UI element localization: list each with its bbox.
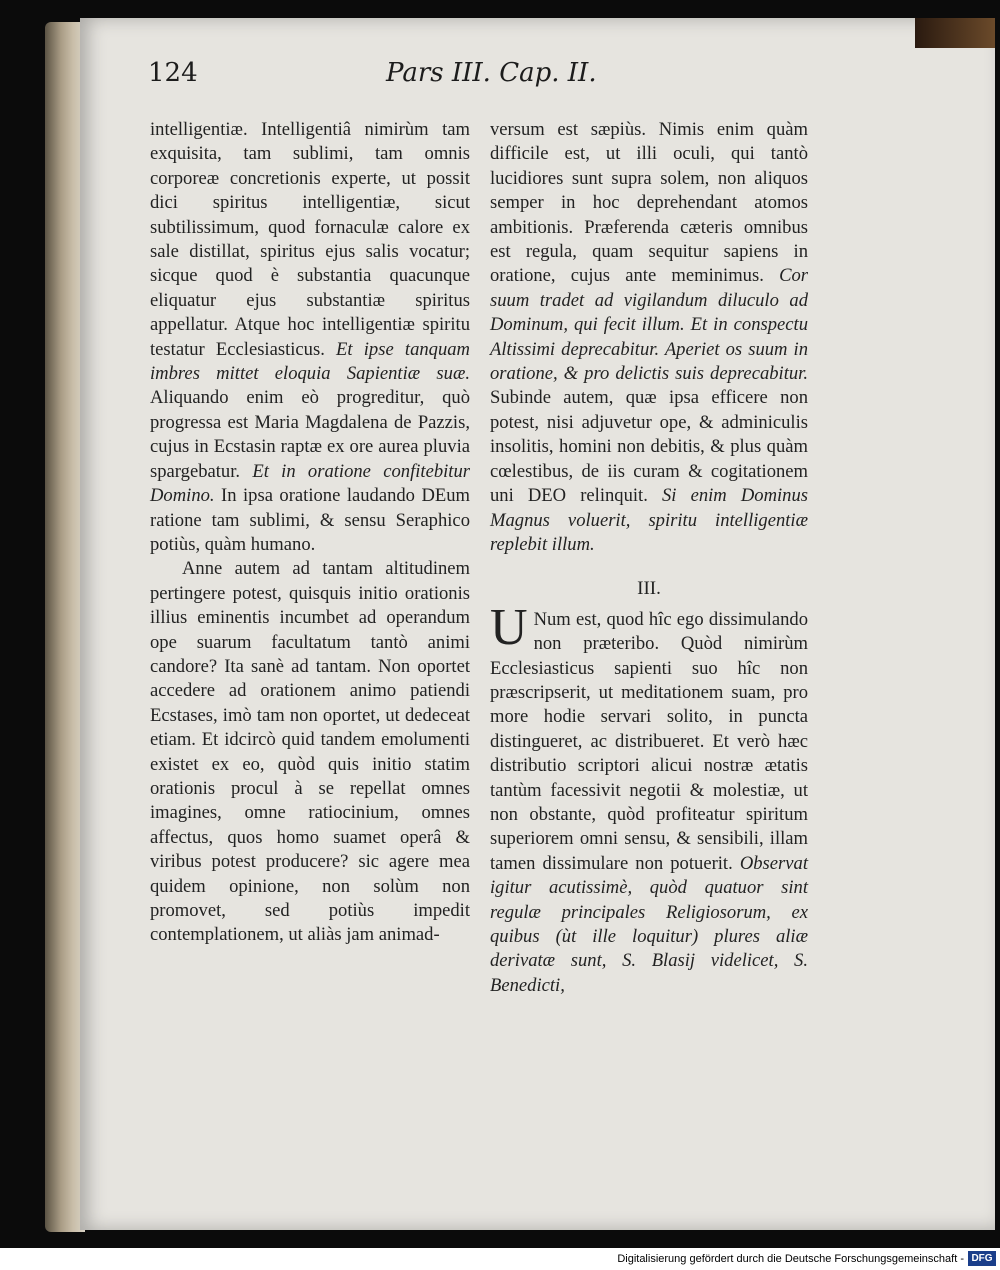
page-number: 124 [148,58,198,88]
book-edge [45,22,85,1232]
digitization-credit: Digitalisierung gefördert durch die Deutsche Forschungsgemeinschaft - [617,1253,964,1265]
running-title: Pars III. Cap. II. [386,58,597,88]
footer-bar [0,1248,1000,1270]
quote-span: Et ipse tanquam imbres mittet eloquia Sapientiæ suæ. [150,338,470,385]
text-span: Num est, quod hîc ego dissimulando non præteribo. Quòd nimirùm Ecclesiasticus sapienti suo hîc non præscripserit, ut meditationem suam, pro more hodie servari solito, in puncta distingueret, ac distribueret. Et verò hæc distributio scriptori alicui nostræ ætatis tantùm facessivit negotii & molestiæ, ut non obstante, quòd profiteatur spiritum superiorem omni sensu, & sensibili, illam tamen dissimulare non potuerit. [490,608,808,874]
left-paragraph-1 [150,118,470,557]
left-paragraph-2: Anne autem ad tantam altitudinem pertingere potest, quisquis initio orationis illius eminentis incumbet ad operandum ope suarum facultatum tantò animi candore? Ita sanè ad tantam. Non oportet accedere ad orationem animo patiendi Ecstases, imò tam non oportet, ut dedeceat etiam. Et idcircò quid tandem emolumenti existet ex eo, quòd quis initio statim orationis procul à se repellat omnes imagines, omne ratiocinium, omnes affectus, quos homo suamet operâ & viribus potest producere? sic agere mea quidem opinione, non solùm non promovet, sed potiùs impedit contemplationem, ut aliàs jam animad- [150,558,470,946]
left-column [150,118,470,948]
quote-span: Cor suum tradet ad vigilandum diluculo ad Dominum, qui fecit illum. Et in conspectu Altissimi deprecabitur. Aperiet os suum in oratione, & pro delictis suis deprecabitur. [490,265,808,385]
drop-cap: U [490,598,528,656]
text-span: Aliquando enim eò progreditur, quò progressa est Maria Magdalena de Pazzis, cujus in Ecstasin raptæ ex ore aurea pluvia spargebatur. [150,387,470,482]
text-span: versum est sæpiùs. Nimis enim quàm difficile est, ut illi oculi, qui tantò lucidiores sunt supra solem, non aliquos semper in hoc deprehendant atomos ambitionis. Præferenda cæteris omnibus est regula, quam sequitur sapiens in oratione, cujus ante meminimus. [490,119,808,287]
quote-span: Et in oratione confitebitur Domino. [150,460,470,507]
right-paragraph-1 [490,118,808,557]
quote-span: Observat igitur acutissimè, quòd quatuor sint regulæ principales Religiosorum, ex quibus (ùt ille loquitur) plures aliæ derivatæ sunt, S. Blasij videlicet, S. Benedicti, [490,852,808,996]
dfg-logo: DFG [968,1251,996,1266]
text-span: intelligentiæ. Intelligentiâ nimirùm tam exquisita, tam sublimi, tam omnis corporeæ concretionis experte, ut possit dici spiritus intelligentiæ, sicut subtilissimum, quod fornaculæ calore ex sale distillat, spiritus ejus salis vocatur; sicque quod è substantia quacunque eliquatur ejus substantiæ spiritus appellatur. Atque hoc intelligentiæ spiritu testatur Ecclesiasticus. [150,119,470,360]
quote-span: Si enim Dominus Magnus voluerit, spiritu intelligentiæ replebit illum. [490,485,808,555]
page-header [148,58,597,98]
right-paragraph-2 [490,598,808,999]
right-column [490,118,808,998]
text-span: In ipsa oratione laudando DEum ratione tam sublimi, & sensu Seraphico potiùs, quàm humano. [150,485,471,555]
text-span: Subinde autem, quæ ipsa efficere non potest, nisi adjuvetur ope, & adminiculis insolitis, homini non debitis, & plus quàm cœlestibus, de iis curam & cogitationem uni DEO relinquit. [490,387,808,507]
page-corner [915,18,995,48]
section-heading: III. [637,578,661,600]
